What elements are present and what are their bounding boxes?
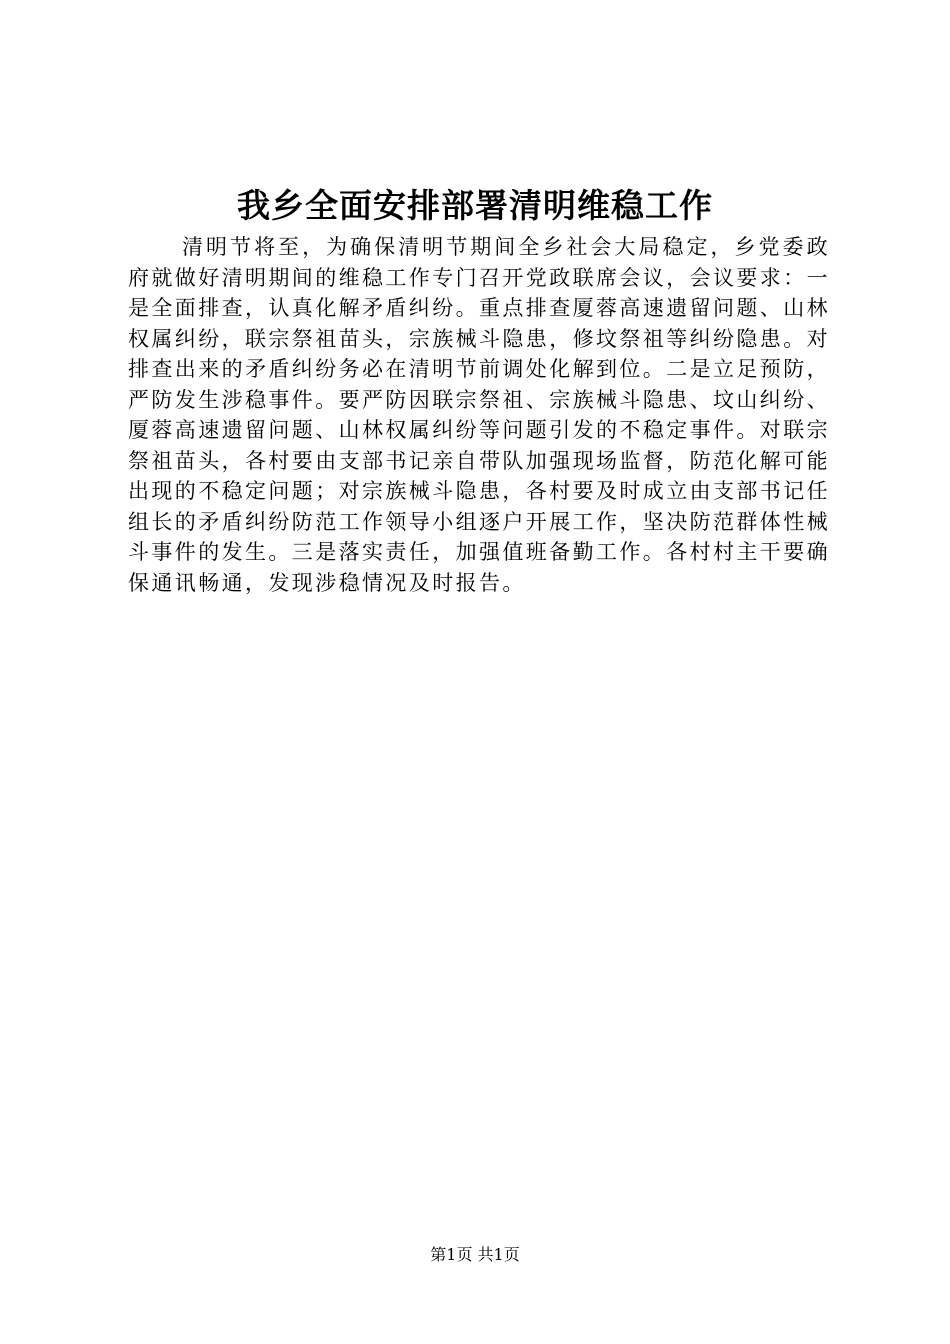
document-body-paragraph: 清明节将至，为确保清明节期间全乡社会大局稳定，乡党委政府就做好清明期间的维稳工作专门召开党政联席会议，会议要求：一是全面排查，认真化解矛盾纠纷。重点排查厦蓉高速遗留问题、山林权属纠纷，联宗祭祖苗头，宗族械斗隐患，修坟祭祖等纠纷隐患。对排查出来的矛盾纠纷务必在清明节前调处化解到位。二是立足预防，严防发生涉稳事件。要严防因联宗祭祖、宗族械斗隐患、坟山纠纷、厦蓉高速遗留问题、山林权属纠纷等问题引发的不稳定事件。对联宗祭祖苗头，各村要由支部书记亲自带队加强现场监督，防范化解可能出现的不稳定问题；对宗族械斗隐患，各村要及时成立由支部书记任组长的矛盾纠纷防范工作领导小组逐户开展工作，坚决防范群体性械斗事件的发生。三是落实责任，加强值班备勤工作。各村村主干要确保通讯畅通，发现涉稳情况及时报告。: [128, 235, 830, 595]
document-title: 我乡全面安排部署清明维稳工作: [237, 186, 713, 225]
page-footer: 第1页 共1页: [430, 1245, 520, 1264]
